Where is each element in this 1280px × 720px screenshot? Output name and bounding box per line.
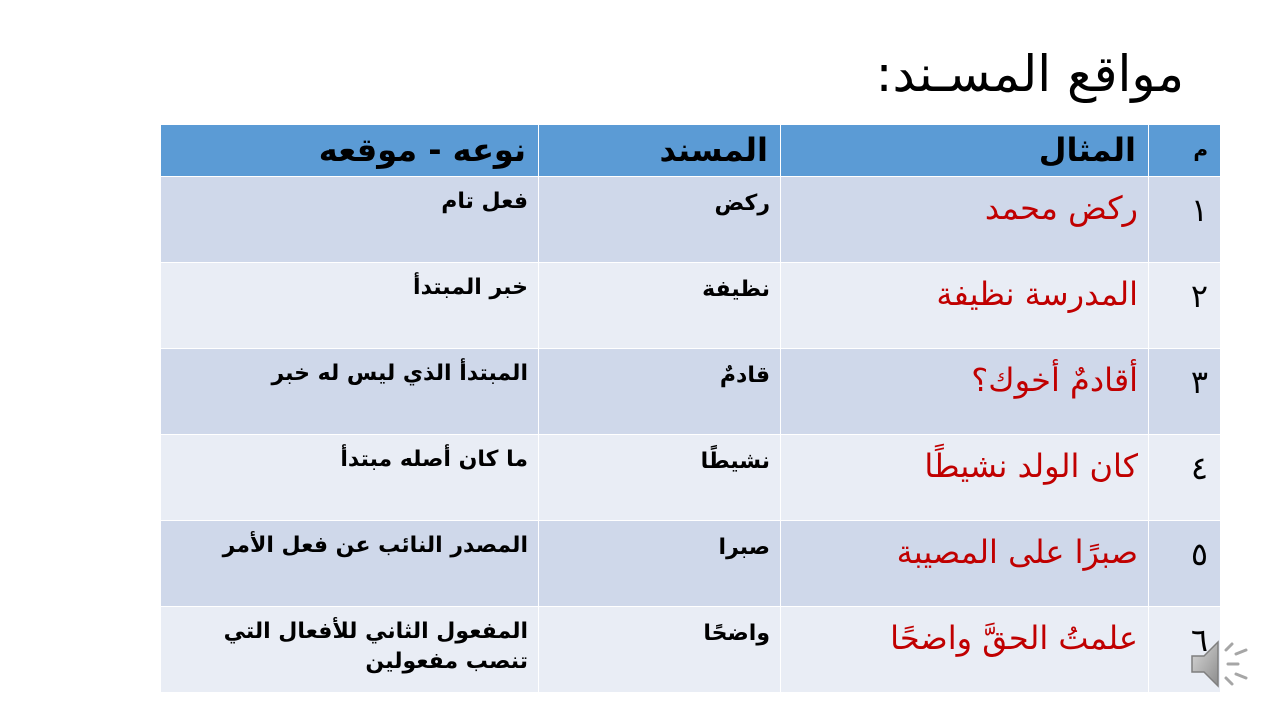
type-cell: المصدر النائب عن فعل الأمر bbox=[161, 521, 539, 607]
header-num: م bbox=[1149, 125, 1221, 177]
musnad-cell: قادمٌ bbox=[539, 349, 781, 435]
example-cell: المدرسة نظيفة bbox=[781, 263, 1149, 349]
row-number: ١ bbox=[1149, 177, 1221, 263]
table-row bbox=[161, 607, 1221, 693]
type-cell: المفعول الثاني للأفعال التي تنصب مفعولين bbox=[161, 607, 539, 693]
table-row bbox=[161, 349, 1221, 435]
speaker-icon[interactable] bbox=[1188, 632, 1258, 696]
example-cell: كان الولد نشيطًا bbox=[781, 435, 1149, 521]
example-cell: أقادمٌ أخوك؟ bbox=[781, 349, 1149, 435]
row-number: ٢ bbox=[1149, 263, 1221, 349]
type-cell: فعل تام bbox=[161, 177, 539, 263]
row-number: ٦ bbox=[1149, 607, 1221, 693]
type-cell: خبر المبتدأ bbox=[161, 263, 539, 349]
row-number: ٤ bbox=[1149, 435, 1221, 521]
musnad-cell: نشيطًا bbox=[539, 435, 781, 521]
musnad-cell: ركض bbox=[539, 177, 781, 263]
table-row bbox=[161, 435, 1221, 521]
example-cell: ركض محمد bbox=[781, 177, 1149, 263]
type-cell: ما كان أصله مبتدأ bbox=[161, 435, 539, 521]
type-cell: المبتدأ الذي ليس له خبر bbox=[161, 349, 539, 435]
musnad-cell: واضحًا bbox=[539, 607, 781, 693]
musnad-table bbox=[160, 124, 1221, 693]
musnad-cell: نظيفة bbox=[539, 263, 781, 349]
row-number: ٥ bbox=[1149, 521, 1221, 607]
header-example: المثال bbox=[781, 125, 1149, 177]
example-cell: علمتُ الحقَّ واضحًا bbox=[781, 607, 1149, 693]
table-row bbox=[161, 177, 1221, 263]
table-row bbox=[161, 263, 1221, 349]
musnad-cell: صبرا bbox=[539, 521, 781, 607]
header-type: نوعه - موقعه bbox=[161, 125, 539, 177]
row-number: ٣ bbox=[1149, 349, 1221, 435]
slide-title: مواقع المسـند: bbox=[875, 45, 1184, 103]
table-header-row bbox=[161, 125, 1221, 177]
example-cell: صبرًا على المصيبة bbox=[781, 521, 1149, 607]
header-musnad: المسند bbox=[539, 125, 781, 177]
table-row bbox=[161, 521, 1221, 607]
